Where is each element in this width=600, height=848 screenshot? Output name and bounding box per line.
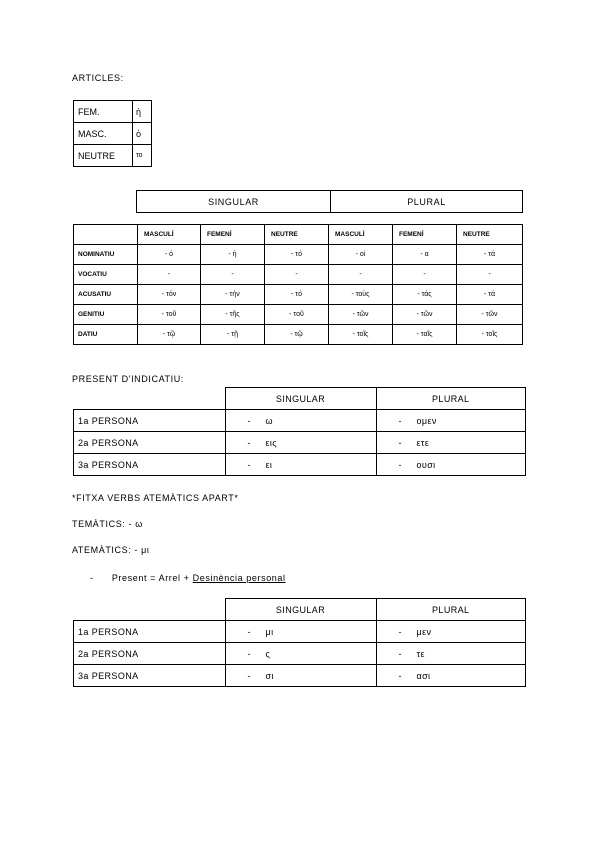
declension-cell: - τῶν — [329, 305, 393, 325]
singular-header: SINGULAR — [225, 388, 376, 410]
present-row-3 — [74, 454, 526, 476]
declension-row-datiu — [74, 325, 523, 345]
present-heading: PRESENT D'INDICATIU: — [72, 374, 184, 384]
bullet-underlined-text: Desinència personal — [192, 573, 286, 583]
column-header: NEUTRE — [457, 225, 523, 245]
declension-cell: - α — [393, 245, 457, 265]
ending-value: ουσι — [416, 459, 436, 470]
person-label: 2a PERSONA — [74, 643, 226, 665]
atematic-row-1 — [74, 621, 526, 643]
present-table — [73, 387, 526, 476]
ending-cell: - μι — [225, 621, 376, 643]
ending-cell: - ς — [225, 643, 376, 665]
declension-cell: - τοῖς — [457, 325, 523, 345]
present-header-row — [74, 388, 526, 410]
declension-cell: - τοὺς — [329, 285, 393, 305]
present-row-2 — [74, 432, 526, 454]
declension-row-vocatiu — [74, 265, 523, 285]
column-header: NEUTRE — [265, 225, 329, 245]
ending-value: ομεν — [416, 415, 437, 426]
ending-value: ετε — [416, 437, 430, 448]
case-label: DATIU — [74, 325, 138, 345]
declension-cell: - τοῦ — [265, 305, 329, 325]
declension-cell: - τῶν — [457, 305, 523, 325]
declension-row-genitiu — [74, 305, 523, 325]
declension-header-row — [74, 225, 523, 245]
singular-header: SINGULAR — [225, 599, 376, 621]
case-label: NOMINATIU — [74, 245, 138, 265]
corner-cell — [74, 388, 226, 410]
person-label: 1a PERSONA — [74, 410, 226, 432]
article-label: NEUTRE — [74, 145, 133, 167]
declension-cell: - οί — [329, 245, 393, 265]
declension-row-nominatiu — [74, 245, 523, 265]
case-label: ACUSATIU — [74, 285, 138, 305]
declension-cell: - τῷ — [265, 325, 329, 345]
declension-cell: - — [329, 265, 393, 285]
article-row-fem — [74, 101, 152, 123]
declension-cell: - ή — [201, 245, 265, 265]
declension-cell: - τῇ — [201, 325, 265, 345]
ending-cell: - ασι — [376, 665, 526, 687]
declension-cell: - — [393, 265, 457, 285]
atematic-note: *FITXA VERBS ATEMÀTICS APART* — [72, 493, 239, 503]
ending-cell: - εις — [225, 432, 376, 454]
column-header: MASCULÍ — [329, 225, 393, 245]
plural-header: PLURAL — [376, 599, 526, 621]
plural-header: PLURAL — [331, 191, 523, 213]
declension-cell: - τήν — [201, 285, 265, 305]
ending-cell: - ουσι — [376, 454, 526, 476]
article-value: ὁ — [133, 123, 152, 145]
ending-value: ς — [265, 648, 271, 659]
person-label: 3a PERSONA — [74, 454, 226, 476]
declension-row-acusatiu — [74, 285, 523, 305]
declension-cell: - — [265, 265, 329, 285]
person-label: 1a PERSONA — [74, 621, 226, 643]
article-label: FEM. — [74, 101, 133, 123]
ending-value: μι — [265, 626, 274, 637]
present-row-1 — [74, 410, 526, 432]
person-label: 2a PERSONA — [74, 432, 226, 454]
declension-cell: - — [457, 265, 523, 285]
declension-cell: - τά — [457, 245, 523, 265]
bullet-text: Present = Arrel + — [111, 573, 193, 583]
atematic-row-3 — [74, 665, 526, 687]
ending-cell: - ομεν — [376, 410, 526, 432]
corner-cell — [74, 225, 138, 245]
ending-value: μεν — [416, 626, 432, 637]
declension-cell: - τό — [265, 245, 329, 265]
bullet-dash: - — [90, 573, 94, 583]
column-header: MASCULÍ — [138, 225, 201, 245]
atematic-table — [73, 598, 526, 687]
articles-table — [73, 100, 152, 167]
declension-cell: - τόν — [138, 285, 201, 305]
tematics-line: TEMÀTICS: - ω — [72, 519, 143, 529]
declension-number-header — [136, 190, 523, 213]
ending-value: ει — [265, 459, 273, 470]
ending-cell: - τε — [376, 643, 526, 665]
article-label: MASC. — [74, 123, 133, 145]
singular-header: SINGULAR — [137, 191, 331, 213]
ending-value: ω — [265, 415, 273, 426]
declension-cell: - τοῖς — [329, 325, 393, 345]
declension-cell: - τῶν — [393, 305, 457, 325]
ending-value: σι — [265, 670, 274, 681]
atematics-line: ATEMÀTICS: - μι — [72, 545, 150, 555]
ending-cell: - ω — [225, 410, 376, 432]
declension-cell: - ό — [138, 245, 201, 265]
ending-value: ασι — [416, 670, 431, 681]
declension-cell: - τῆς — [201, 305, 265, 325]
ending-value: εις — [265, 437, 278, 448]
ending-cell: - ετε — [376, 432, 526, 454]
case-label: VOCATIU — [74, 265, 138, 285]
article-row-neutre — [74, 145, 152, 167]
article-value: ἡ — [133, 101, 152, 123]
articles-heading: ARTICLES: — [72, 73, 124, 83]
ending-value: τε — [416, 648, 425, 659]
article-row-masc — [74, 123, 152, 145]
column-header: FEMENÍ — [393, 225, 457, 245]
case-label: GENITIU — [74, 305, 138, 325]
ending-cell: - μεν — [376, 621, 526, 643]
declension-cell: - τά — [457, 285, 523, 305]
declension-cell: - ταῖς — [393, 325, 457, 345]
declension-cell: - — [201, 265, 265, 285]
declension-table — [73, 224, 523, 345]
plural-header: PLURAL — [376, 388, 526, 410]
atematic-row-2 — [74, 643, 526, 665]
declension-cell: - τό — [265, 285, 329, 305]
person-label: 3a PERSONA — [74, 665, 226, 687]
declension-cell: - τῷ — [138, 325, 201, 345]
atematic-header-row — [74, 599, 526, 621]
column-header: FEMENÍ — [201, 225, 265, 245]
declension-cell: - — [138, 265, 201, 285]
ending-cell: - σι — [225, 665, 376, 687]
article-value: το — [133, 145, 152, 167]
bullet-line — [90, 573, 286, 583]
corner-cell — [74, 599, 226, 621]
declension-cell: - τάς — [393, 285, 457, 305]
declension-cell: - τοῦ — [138, 305, 201, 325]
ending-cell: - ει — [225, 454, 376, 476]
